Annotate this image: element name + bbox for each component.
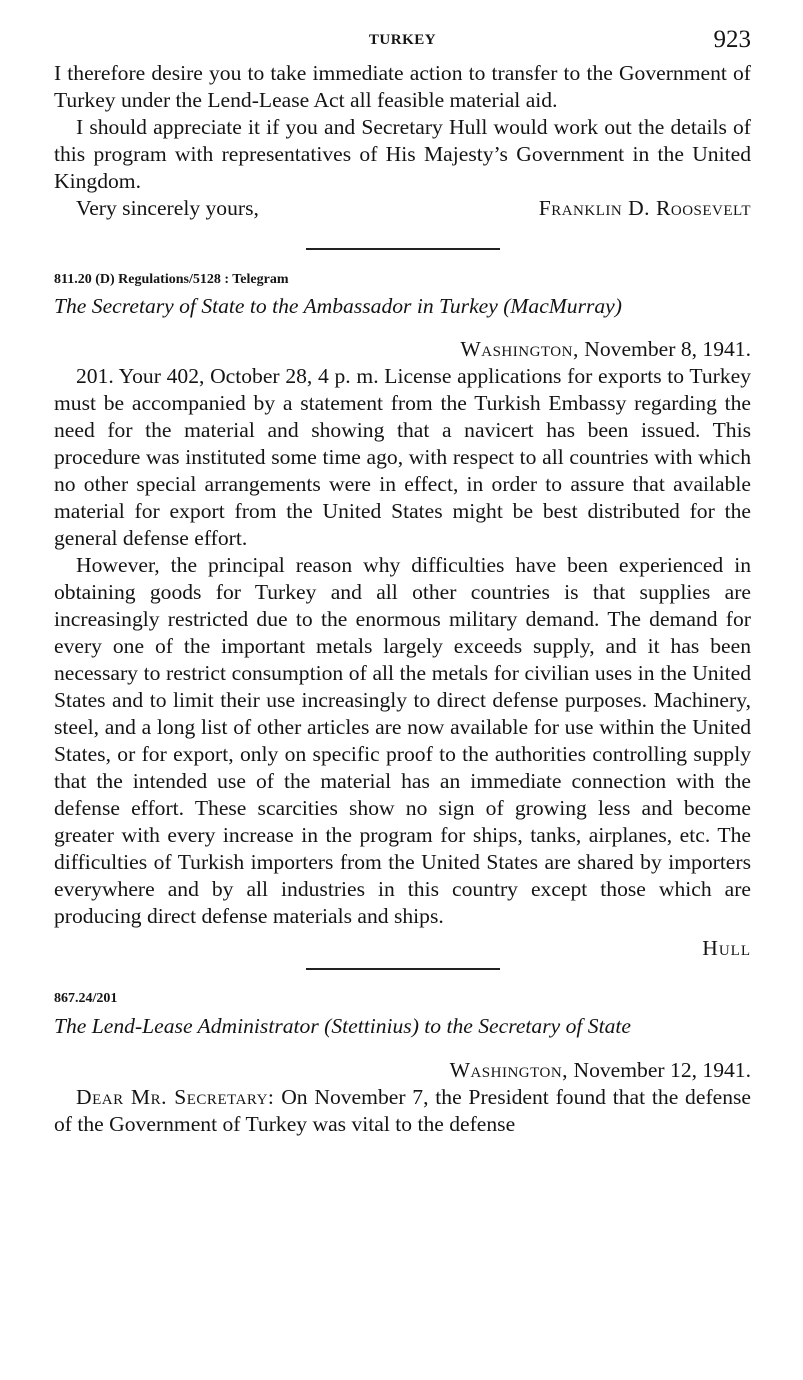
doc3-file-reference: 867.24/201 [54,991,118,1006]
doc2-signature: Hull [702,936,751,960]
letter1-closing: Very sincerely yours, [76,196,259,220]
document-page [54,26,751,1138]
doc2-dateline-date: November 8, 1941. [578,337,751,361]
doc2-dateline-place: Washington, [460,337,579,361]
doc2-file-reference: 811.20 (D) Regulations/5128 : Telegram [54,272,289,287]
page-number: 923 [713,26,751,53]
letter1-paragraph-1: I therefore desire you to take immediate action to transfer to the Government of Turkey under the Lend-Lease Act all feasible material aid. [54,61,751,112]
doc3-paragraph-1-text: On November 7, the President found that the defense of the Government of Turkey was vital to the defense [54,1085,751,1136]
doc2-paragraph-1: 201. Your 402, October 28, 4 p. m. License applications for exports to Turkey must be accompanied by a statement from the Turkish Embassy regarding the need for the material and showing that a navicert has been issued. This procedure was instituted some time ago, with respect to all countries with which no other special arrangements were in effect, in order to assure that available material for export from the United States might be best distributed for the general defense effort. [54,364,751,550]
doc3-salutation: Dear Mr. Secretary: [76,1085,275,1109]
running-head-title: TURKEY [368,32,437,48]
doc2-heading: The Secretary of State to the Ambassador in Turkey (MacMurray) [54,294,622,318]
running-head [54,26,751,60]
section-divider [306,248,500,250]
letter1-signature: Franklin D. Roosevelt [538,196,751,220]
doc3-dateline-date: November 12, 1941. [568,1058,751,1082]
letter1-closing-line [76,195,751,222]
doc3-dateline [54,1057,751,1084]
doc2-dateline [54,336,751,363]
doc3-paragraph-1 [54,1084,751,1138]
letter1-paragraph-2: I should appreciate it if you and Secretary Hull would work out the details of this program with representatives of His Majesty’s Government in the United Kingdom. [54,115,751,193]
section-divider [306,968,500,970]
doc2-paragraph-2: However, the principal reason why difficulties have been experienced in obtaining goods for Turkey and all other countries is that supplies are increasingly restricted due to the enormous military demand. The demand for every one of the important metals largely exceeds supply, and it has been necessary to restrict consumption of all the metals for civilian uses in the United States and to limit their use increasingly to direct defense purposes. Machinery, steel, and a long list of other articles are now available for use within the United States, or for export, only on specific proof to the authorities controlling supply that the intended use of the material has an immediate connection with the defense effort. These scarcities show no sign of growing less and become greater with every increase in the program for ships, tanks, airplanes, etc. The difficulties of Turkish importers from the United States are shared by importers everywhere and by all industries in this country except those which are producing direct defense materials and ships. [54,553,751,928]
doc3-dateline-place: Washington, [449,1058,569,1082]
doc3-heading: The Lend-Lease Administrator (Stettinius) to the Secretary of State [54,1014,631,1038]
